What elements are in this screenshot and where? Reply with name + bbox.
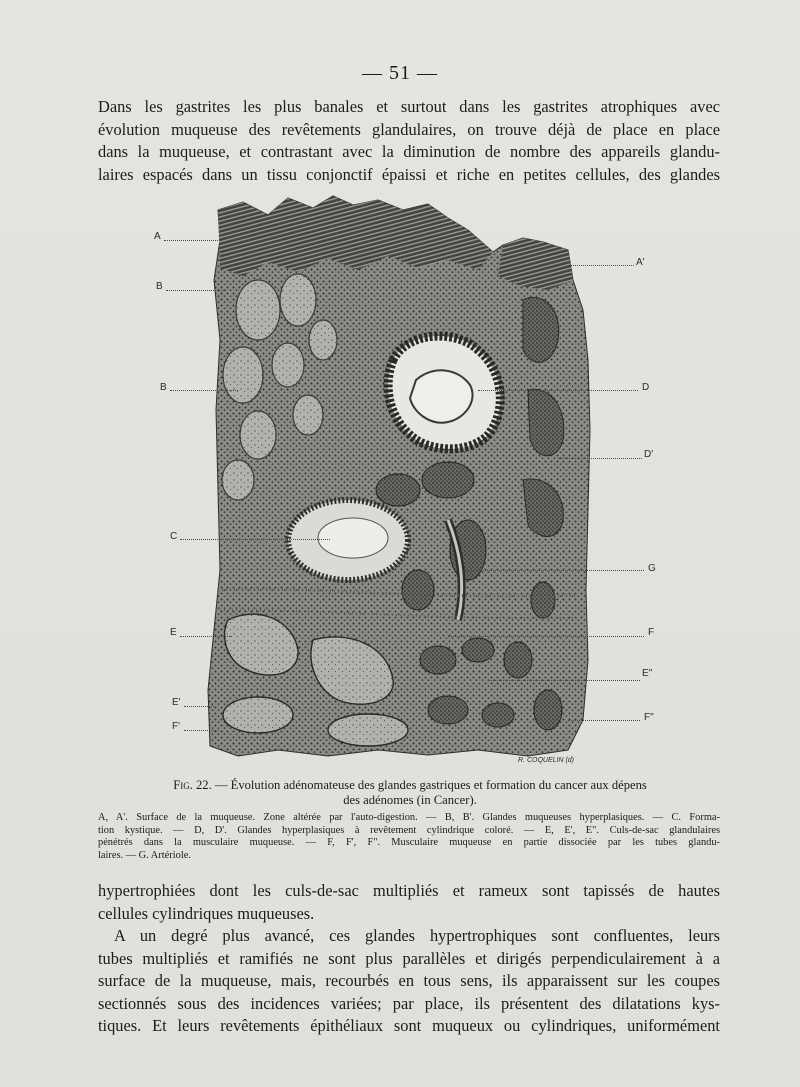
leader-line <box>568 720 640 721</box>
text-line: évolution muqueuse des revêtements glandulaires, on trouve déjà de place en place <box>98 119 720 139</box>
histology-figure <box>148 190 668 770</box>
figure-label-a: A <box>154 231 161 242</box>
text-line: laires espacés dans un tissu conjonctif épaissi et riche en petites cellules, des glandes <box>98 164 720 184</box>
histology-illustration <box>148 190 668 770</box>
figure-label-f-prime: F' <box>172 721 181 732</box>
text-line: Dans les gastrites les plus banales et surtout dans les gastrites atrophiques avec <box>98 97 720 116</box>
paragraph-top <box>98 96 720 186</box>
caption-text: — Évolution adénomateuse des glandes gastriques et formation du cancer aux dépens <box>214 778 647 792</box>
leader-line <box>558 458 642 459</box>
leader-line <box>184 730 218 731</box>
figure-label-a-prime: A' <box>636 257 645 268</box>
figure-label-e: E <box>170 627 177 638</box>
artist-signature: R. COQUELIN (d) <box>518 757 575 764</box>
figure-label-f: F <box>648 627 655 638</box>
figure-label-b-second: B <box>160 382 167 393</box>
figure-label-e-prime: E' <box>172 697 181 708</box>
page-number: — 51 — <box>362 62 438 84</box>
leader-line <box>488 680 640 681</box>
figure-label-f-double: F" <box>644 712 654 723</box>
paragraph-continuation <box>98 880 720 925</box>
figure-label-d: D <box>642 382 650 393</box>
figure-number: Fig. 22. <box>173 778 212 792</box>
text-line: sectionnés sous des incidences variées; par place, ils présentent des dilatations kys- <box>98 993 720 1013</box>
text-line: cellules cylindriques muqueuses. <box>98 903 315 923</box>
text-line: dans la muqueuse, et contrastant avec la diminution de nombre des appareils glandu- <box>98 142 720 162</box>
leader-line <box>166 290 226 291</box>
text-line: A un degré plus avancé, ces glandes hypertrophiques sont confluentes, leurs <box>114 926 720 945</box>
leader-line <box>466 570 644 571</box>
legend-line: laires. — G. Artériole. <box>98 849 191 861</box>
legend-line: tion kystique. — D, D'. Glandes hyperplasiques à revêtement cylindrique coloré. — E, E', E". Culs-de-sac glandulaires <box>98 824 720 836</box>
leader-line <box>180 539 330 540</box>
caption-line <box>140 778 680 793</box>
figure-legend <box>98 812 720 862</box>
figure-label-g: G <box>648 563 656 574</box>
leader-line <box>568 265 634 266</box>
text-line: hypertrophiées dont les culs-de-sac multipliés et rameux sont tapissés de hautes <box>98 881 720 900</box>
text-line: tiques. Et leurs revêtements épithéliaux sont muqueux ou cylindriques, uniformément <box>98 1016 720 1036</box>
paragraph-second <box>98 925 720 1038</box>
leader-line <box>478 390 638 391</box>
figure-caption-title <box>140 778 680 808</box>
text-line: surface de la muqueuse, mais, recourbés en tous sens, ils apparaissent sur les coupes <box>98 971 720 991</box>
figure-label-d-prime: D' <box>644 449 654 460</box>
figure-label-e-double: E" <box>642 668 653 679</box>
figure-label-b: B <box>156 281 163 292</box>
leader-line <box>184 706 214 707</box>
leader-line <box>180 636 232 637</box>
figure-label-c: C <box>170 531 178 542</box>
leader-line <box>164 240 218 241</box>
leader-line <box>448 636 644 637</box>
text-line: tubes multipliés et ramifiés ne sont plus parallèles et dirigés perpendiculairement à a <box>98 948 720 968</box>
legend-line: pénétrés dans la musculaire muqueuse. — F, F', F". Musculaire muqueuse en partie dissociée par les tubes glandu- <box>98 837 720 849</box>
caption-line: des adénomes (in Cancer). <box>343 793 477 807</box>
leader-line <box>170 390 238 391</box>
legend-line: A, A'. Surface de la muqueuse. Zone altérée par l'auto-digestion. — B, B'. Glandes muqueuses hyperplasiques. — C. Forma- <box>98 812 720 823</box>
